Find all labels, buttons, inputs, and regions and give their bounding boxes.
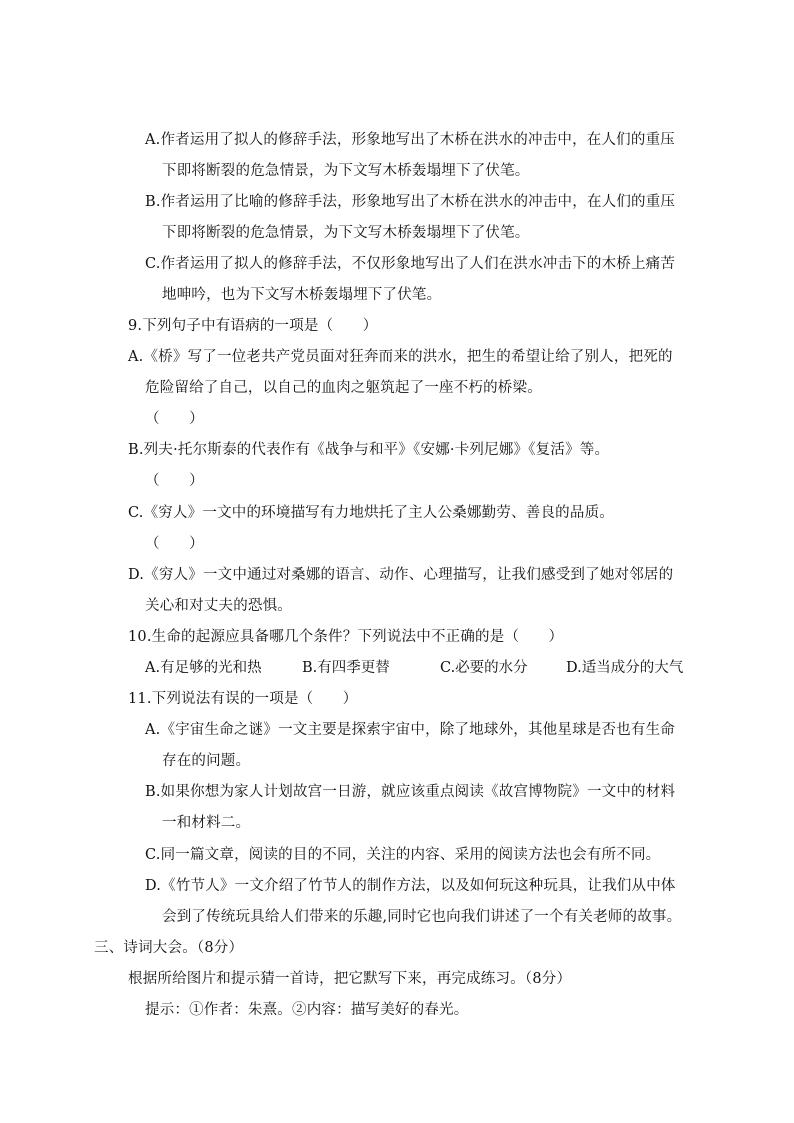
q9-option-a-answer-paren[interactable]: （ ） <box>145 411 204 427</box>
q11-option-d-line1: D.《竹节人》一文介绍了竹节人的制作方法，以及如何玩这种玩具，让我们从中体 <box>145 878 676 894</box>
q11-option-d-line2: 会到了传统玩具给人们带来的乐趣,同时它也向我们讲述了一个有关老师的故事。 <box>162 909 682 925</box>
q11-option-b-line2: 一和材料二。 <box>162 815 251 831</box>
q8-option-a-line1: A.作者运用了拟人的修辞手法，形象地写出了木桥在洪水的冲击中，在人们的重压 <box>145 132 675 148</box>
q10-option-a: A.有足够的光和热 <box>145 660 262 676</box>
q11-option-c: C.同一篇文章，阅读的目的不同，关注的内容、采用的阅读方法也会有所不同。 <box>145 847 661 863</box>
q9-option-b-answer-paren[interactable]: （ ） <box>145 473 204 489</box>
q11-option-a-line2: 存在的问题。 <box>162 753 251 769</box>
q9-option-c: C.《穷人》一文中的环境描写有力地烘托了主人公桑娜勤劳、善良的品质。 <box>128 505 614 521</box>
q8-option-c-line1: C.作者运用了拟人的修辞手法，不仅形象地写出了人们在洪水冲击下的木桥上痛苦 <box>145 256 676 272</box>
q9-option-a-line1: A.《桥》写了一位老共产党员面对狂奔而来的洪水，把生的希望让给了别人，把死的 <box>128 349 673 365</box>
q9-option-c-answer-paren[interactable]: （ ） <box>145 536 204 552</box>
q11-stem: 11.下列说法有误的一项是（ ） <box>128 691 358 707</box>
q8-option-a-line2: 下即将断裂的危急情景，为下文写木桥轰塌埋下了伏笔。 <box>162 163 530 179</box>
q10-stem: 10.生命的起源应具备哪几个条件？下列说法中不正确的是（ ） <box>128 629 564 645</box>
q9-option-a-line2: 危险留给了自己，以自己的血肉之躯筑起了一座不朽的桥梁。 <box>145 380 542 396</box>
q11-option-b-line1: B.如果你想为家人计划故宫一日游，就应该重点阅读《故宫博物院》一文中的材料 <box>145 784 676 800</box>
q8-option-b-line2: 下即将断裂的危急情景，为下文写木桥轰塌埋下了伏笔。 <box>162 225 530 241</box>
section-3-instruction: 根据所给图片和提示猜一首诗，把它默写下来，再完成练习。（8分） <box>128 971 572 987</box>
q9-option-d-line1: D.《穷人》一文中通过对桑娜的语言、动作、心理描写，让我们感受到了她对邻居的 <box>128 567 674 583</box>
q9-option-b: B.列夫·托尔斯泰的代表作有《战争与和平》《安娜·卡列尼娜》《复活》等。 <box>128 442 610 458</box>
q11-option-a-line1: A.《宇宙生命之谜》一文主要是探索宇宙中，除了地球外，其他星球是否也有生命 <box>145 722 675 738</box>
q9-option-d-line2: 关心和对丈夫的恐惧。 <box>145 598 292 614</box>
q10-option-d: D.适当成分的大气 <box>566 660 684 676</box>
q9-stem: 9.下列句子中有语病的一项是（ ） <box>128 318 378 334</box>
section-3-title: 三、诗词大会。（8分） <box>94 940 244 956</box>
q10-option-c: C.必要的水分 <box>440 660 528 676</box>
q10-option-b: B.有四季更替 <box>302 660 390 676</box>
q8-option-c-line2: 地呻吟，也为下文写木桥轰塌埋下了伏笔。 <box>162 287 442 303</box>
section-3-hint: 提示：①作者：朱熹。②内容：描写美好的春光。 <box>145 1002 469 1018</box>
q8-option-b-line1: B.作者运用了比喻的修辞手法，形象地写出了木桥在洪水的冲击中，在人们的重压 <box>145 194 676 210</box>
